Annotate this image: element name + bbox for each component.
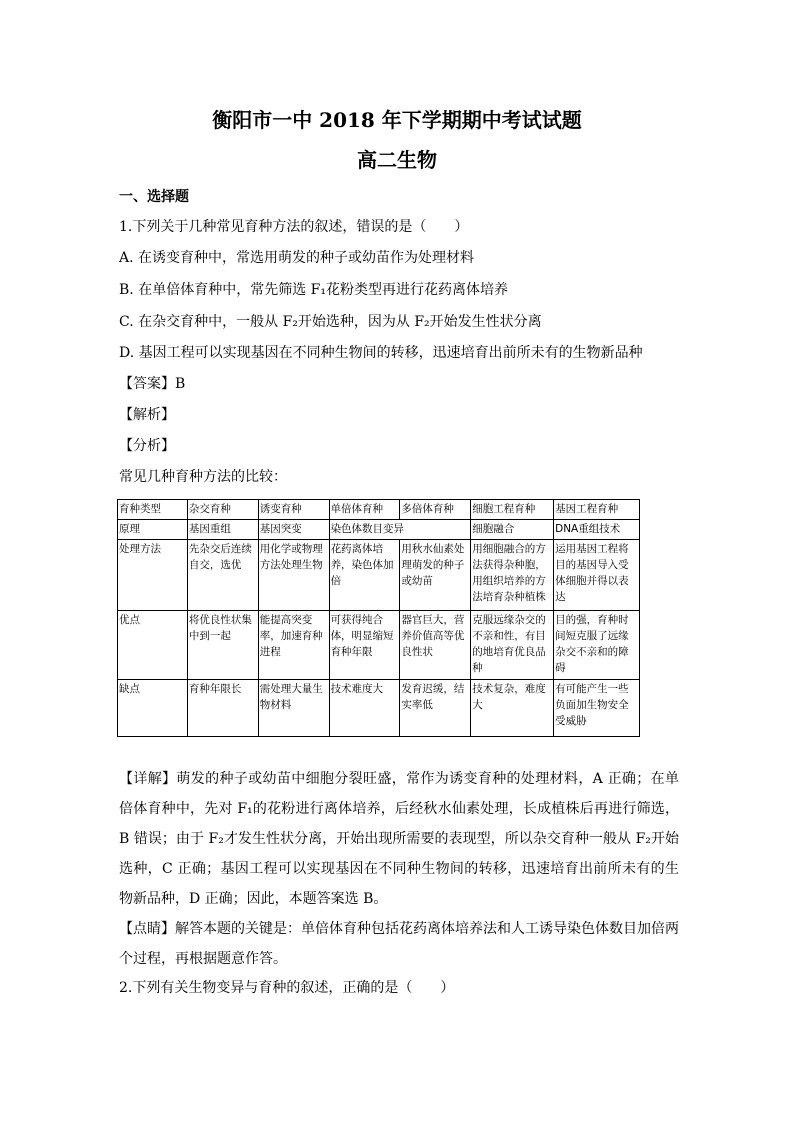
fenxi-label: 【分析】: [119, 438, 175, 454]
table-cell: 技术复杂，难度大: [471, 680, 554, 737]
table-cell: DNA重组技术: [554, 520, 640, 540]
table-cell: 目的强，育种时间短克服了远缘杂交不亲和的障碍: [554, 611, 640, 680]
table-cell: 花药离体培养，染色体加倍: [329, 540, 400, 611]
analysis-label: 【解析】: [119, 407, 175, 423]
question-1-stem: 1.下列关于几种常见育种方法的叙述，错误的是（ ）: [119, 219, 469, 235]
table-header-cell: 单倍体育种: [329, 500, 400, 520]
table-intro: 常见几种育种方法的比较：: [119, 469, 287, 485]
table-cell: 染色体数目变异: [329, 520, 471, 540]
question-2-stem: 2.下列有关生物变异与育种的叙述，正确的是（ ）: [119, 980, 455, 996]
table-header-row: [118, 500, 640, 520]
page-title: 衡阳市一中 2018 年下学期期中考试试题: [212, 108, 582, 132]
table-row-label: 处理方法: [118, 540, 188, 611]
table-header-cell: 多倍体育种: [400, 500, 471, 520]
table-row-label: 缺点: [118, 680, 188, 737]
table-row-principle: [118, 520, 640, 540]
table-row-label: 优点: [118, 611, 188, 680]
table-cell: 需处理大量生物材料: [258, 680, 329, 737]
table-row-method: [118, 540, 640, 611]
table-header-cell: 诱变育种: [258, 500, 329, 520]
table-row-label: 原理: [118, 520, 188, 540]
table-cell: 基因突变: [258, 520, 329, 540]
table-row-disadvantage: [118, 680, 640, 737]
table-header-cell: 基因工程育种: [554, 500, 640, 520]
detail-paragraph: 【详解】萌发的种子或幼苗中细胞分裂旺盛，常作为诱变育种的处理材料，A 正确；在单倍体育种中，先对 F₁的花粉进行离体培养，后经秋水仙素处理，长成植株后再进行筛选，B 错误；由于 F₂才发生性状分离，开始出现所需要的表现型，所以杂交育种一般从 F₂开始选种，C 正确；基因工程可以实现基因在不同种生物间的转移，迅速培育出前所未有的生物新品种，D 正确；因此，本题答案选 B。: [119, 771, 679, 907]
table-header-cell: 细胞工程育种: [471, 500, 554, 520]
page-subtitle: 高二生物: [357, 148, 437, 172]
table-cell: 技术难度大: [329, 680, 400, 737]
table-header-cell: 杂交育种: [187, 500, 258, 520]
table-header-cell: 育种类型: [118, 500, 188, 520]
table-cell: 细胞融合: [471, 520, 554, 540]
table-cell: 克服远缘杂交的不亲和性，有目的地培育优良品种: [471, 611, 554, 680]
table-cell: 有可能产生一些负面加生物安全受威胁: [554, 680, 640, 737]
question-1-option-b: B. 在单倍体育种中，常先筛选 F₁花粉类型再进行花药离体培养: [119, 282, 508, 298]
answer-line: 【答案】B: [119, 376, 186, 392]
table-cell: 发育迟缓，结实率低: [400, 680, 471, 737]
question-1-option-c: C. 在杂交育种中，一般从 F₂开始选种，因为从 F₂开始发生性状分离: [119, 314, 542, 330]
table-cell: 先杂交后连续自交，选优: [187, 540, 258, 611]
table-cell: 用秋水仙素处理萌发的种子或幼苗: [400, 540, 471, 611]
table-cell: 运用基因工程将目的基因导入受体细胞并得以表达: [554, 540, 640, 611]
breeding-comparison-table: [117, 499, 640, 737]
table-cell: 可获得纯合体，明显缩短育种年限: [329, 611, 400, 680]
section-heading: 一、选择题: [119, 189, 189, 205]
question-1-option-d: D. 基因工程可以实现基因在不同种生物间的转移，迅速培育出前所未有的生物新品种: [119, 345, 643, 361]
table-cell: 用化学或物理方法处理生物: [258, 540, 329, 611]
question-1-option-a: A. 在诱变育种中，常选用萌发的种子或幼苗作为处理材料: [119, 250, 475, 266]
table-row-advantage: [118, 611, 640, 680]
table-cell: 育种年限长: [187, 680, 258, 737]
table-cell: 用细胞融合的方法获得杂种胞，用组织培养的方法培育杂种植株: [471, 540, 554, 611]
table-cell: 基因重组: [187, 520, 258, 540]
note-paragraph: 【点睛】解答本题的关键是：单倍体育种包括花药离体培养法和人工诱导染色体数目加倍两个过程，再根据题意作答。: [119, 921, 679, 967]
table-cell: 能提高突变率，加速育种进程: [258, 611, 329, 680]
table-cell: 将优良性状集中到一起: [187, 611, 258, 680]
table-cell: 器官巨大，营养价值高等优良性状: [400, 611, 471, 680]
